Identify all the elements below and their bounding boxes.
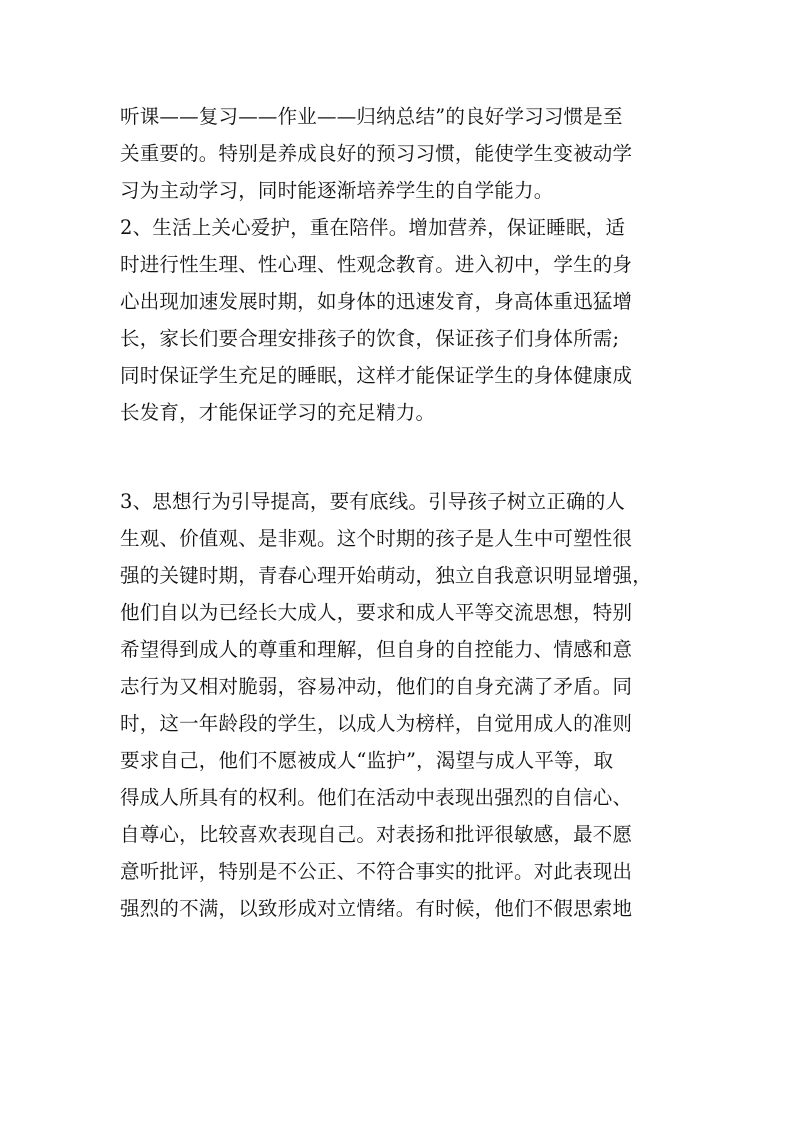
- paragraph-section-3-line-7: 时，这一年龄段的学生，以成人为榜样，自觉用成人的准则: [120, 712, 633, 735]
- paragraph-intro-line-2: 关重要的。特别是养成良好的预习习惯，能使学生变被动学: [120, 142, 633, 165]
- paragraph-section-3-line-3: 强的关键时期，青春心理开始萌动，独立自我意识明显增强，: [120, 564, 652, 587]
- paragraph-section-3-line-4: 他们自以为已经长大成人，要求和成人平等交流思想，特别: [120, 601, 633, 624]
- paragraph-section-2-line-4: 长，家长们要合理安排孩子的饮食，保证孩子们身体所需;: [120, 327, 620, 350]
- paragraph-section-3-line-1: 3、思想行为引导提高，要有底线。引导孩子树立正确的人: [120, 490, 626, 513]
- paragraph-section-3-line-5: 希望得到成人的尊重和理解，但自身的自控能力、情感和意: [120, 638, 633, 661]
- paragraph-intro-line-3: 习为主动学习，同时能逐渐培养学生的自学能力。: [120, 179, 554, 202]
- paragraph-section-2-line-3: 心出现加速发展时期，如身体的迅速发育，身高体重迅猛增: [120, 290, 633, 313]
- paragraph-section-2-line-5: 同时保证学生充足的睡眠，这样才能保证学生的身体健康成: [120, 364, 633, 387]
- paragraph-section-3-line-8: 要求自己，他们不愿被成人“监护”，渴望与成人平等，取: [120, 749, 614, 772]
- paragraph-section-3-line-11: 意听批评，特别是不公正、不符合事实的批评。对此表现出: [120, 860, 633, 883]
- paragraph-section-2-line-1: 2、生活上关心爱护，重在陪伴。增加营养，保证睡眠，适: [120, 216, 626, 239]
- paragraph-section-3-line-9: 得成人所具有的权利。他们在活动中表现出强烈的自信心、: [120, 786, 633, 809]
- paragraph-section-2-line-6: 长发育，才能保证学习的充足精力。: [120, 401, 436, 424]
- paragraph-section-3-line-10: 自尊心，比较喜欢表现自己。对表扬和批评很敏感，最不愿: [120, 823, 633, 846]
- paragraph-intro-line-1: 听课——复习——作业——归纳总结”的良好学习习惯是至: [120, 105, 623, 128]
- paragraph-section-2-line-2: 时进行性生理、性心理、性观念教育。进入初中，学生的身: [120, 253, 633, 276]
- paragraph-section-3-line-6: 志行为又相对脆弱，容易冲动，他们的自身充满了矛盾。同: [120, 675, 633, 698]
- paragraph-section-3-line-12: 强烈的不满，以致形成对立情绪。有时候，他们不假思索地: [120, 897, 633, 920]
- paragraph-section-3-line-2: 生观、价值观、是非观。这个时期的孩子是人生中可塑性很: [120, 527, 633, 550]
